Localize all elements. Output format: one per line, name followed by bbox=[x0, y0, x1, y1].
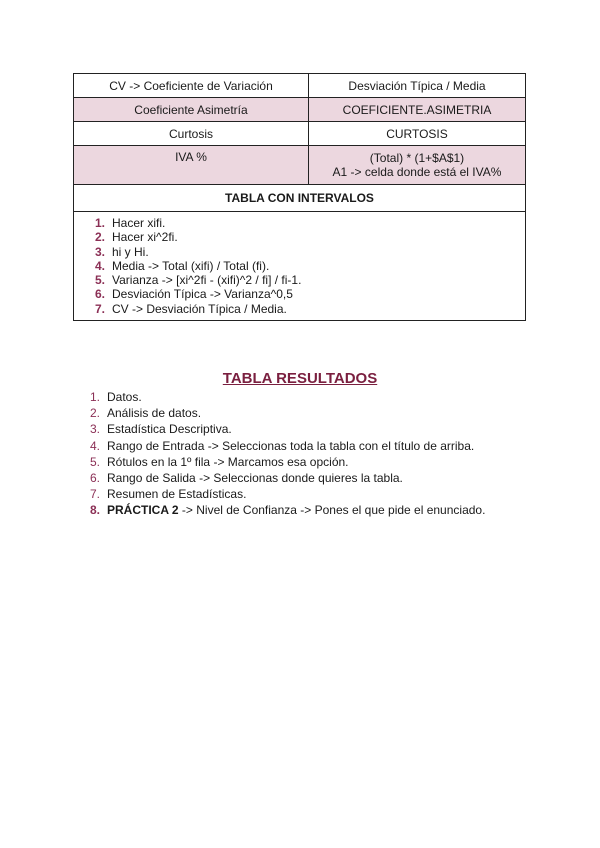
list-item bbox=[90, 486, 485, 502]
formulas-table bbox=[73, 73, 526, 321]
table-cell bbox=[309, 146, 526, 185]
list-text: Hacer xi^2fi. bbox=[112, 230, 178, 245]
list-number: 1. bbox=[90, 390, 101, 404]
list-number: 6. bbox=[90, 471, 101, 486]
table-cell: COEFICIENTE.ASIMETRIA bbox=[309, 98, 526, 122]
list-item bbox=[95, 245, 525, 259]
list-item bbox=[90, 421, 485, 437]
list-number: 8. bbox=[90, 503, 101, 518]
table-cell: Desviación Típica / Media bbox=[309, 74, 526, 98]
table-row bbox=[74, 212, 526, 321]
list-text: Rango de Salida -> Seleccionas donde quieres la tabla. bbox=[107, 471, 403, 486]
table-cell: CURTOSIS bbox=[309, 122, 526, 146]
table-row bbox=[74, 122, 526, 146]
list-emphasis: PRÁCTICA 2 bbox=[107, 503, 179, 518]
list-text: CV -> Desviación Típica / Media. bbox=[112, 301, 287, 316]
list-number: 4. bbox=[90, 438, 101, 453]
list-text: Desviación Típica -> Varianza^0,5 bbox=[112, 287, 293, 302]
list-number: 5. bbox=[95, 273, 106, 288]
list-number: 4. bbox=[95, 258, 106, 273]
list-text: Hacer xifi. bbox=[112, 216, 166, 230]
results-list bbox=[90, 389, 485, 519]
list-text: Rango de Entrada -> Seleccionas toda la tabla con el título de arriba. bbox=[107, 438, 475, 453]
list-item bbox=[90, 470, 485, 486]
list-item bbox=[90, 502, 485, 518]
table-cell: Coeficiente Asimetría bbox=[74, 98, 309, 122]
list-text: Media -> Total (xifi) / Total (fi). bbox=[112, 258, 270, 273]
list-item bbox=[90, 405, 485, 421]
list-number: 3. bbox=[95, 244, 106, 259]
steps-list bbox=[74, 216, 525, 316]
table-cell: Curtosis bbox=[74, 122, 309, 146]
list-item bbox=[95, 273, 525, 287]
list-text: -> Nivel de Confianza -> Pones el que pide el enunciado. bbox=[178, 503, 486, 518]
table-row bbox=[74, 98, 526, 122]
list-item bbox=[95, 216, 525, 230]
steps-cell bbox=[74, 212, 526, 321]
table-cell: CV -> Coeficiente de Variación bbox=[74, 74, 309, 98]
table-row bbox=[74, 185, 526, 212]
list-number: 7. bbox=[95, 301, 106, 316]
list-number: 3. bbox=[90, 422, 101, 437]
list-text: Datos. bbox=[107, 390, 142, 404]
list-item bbox=[95, 302, 525, 316]
list-number: 2. bbox=[95, 230, 106, 245]
list-item bbox=[95, 287, 525, 301]
list-text: Estadística Descriptiva. bbox=[107, 422, 232, 437]
section-heading: TABLA CON INTERVALOS bbox=[74, 185, 526, 212]
list-text: Rótulos en la 1º fila -> Marcamos esa opción. bbox=[107, 454, 349, 469]
list-text: Análisis de datos. bbox=[107, 406, 202, 421]
list-item bbox=[90, 389, 485, 405]
list-item bbox=[90, 454, 485, 470]
list-number: 2. bbox=[90, 406, 101, 421]
list-number: 5. bbox=[90, 454, 101, 469]
list-number: 1. bbox=[95, 216, 106, 230]
results-title: TABLA RESULTADOS bbox=[222, 370, 378, 387]
list-number: 6. bbox=[95, 287, 106, 302]
list-item bbox=[90, 438, 485, 454]
table-row bbox=[74, 146, 526, 185]
list-item bbox=[95, 230, 525, 244]
formula-note: A1 -> celda donde está el IVA% bbox=[332, 165, 502, 179]
list-text: Resumen de Estadísticas. bbox=[107, 487, 247, 502]
list-item bbox=[95, 259, 525, 273]
formula-line: (Total) * (1+$A$1) bbox=[369, 151, 465, 165]
list-text: hi y Hi. bbox=[112, 244, 149, 259]
list-number: 7. bbox=[90, 487, 101, 502]
list-text: Varianza -> [xi^2fi - (xifi)^2 / fi] / fi-1. bbox=[112, 273, 302, 288]
table-cell: IVA % bbox=[74, 146, 309, 185]
table-row bbox=[74, 74, 526, 98]
